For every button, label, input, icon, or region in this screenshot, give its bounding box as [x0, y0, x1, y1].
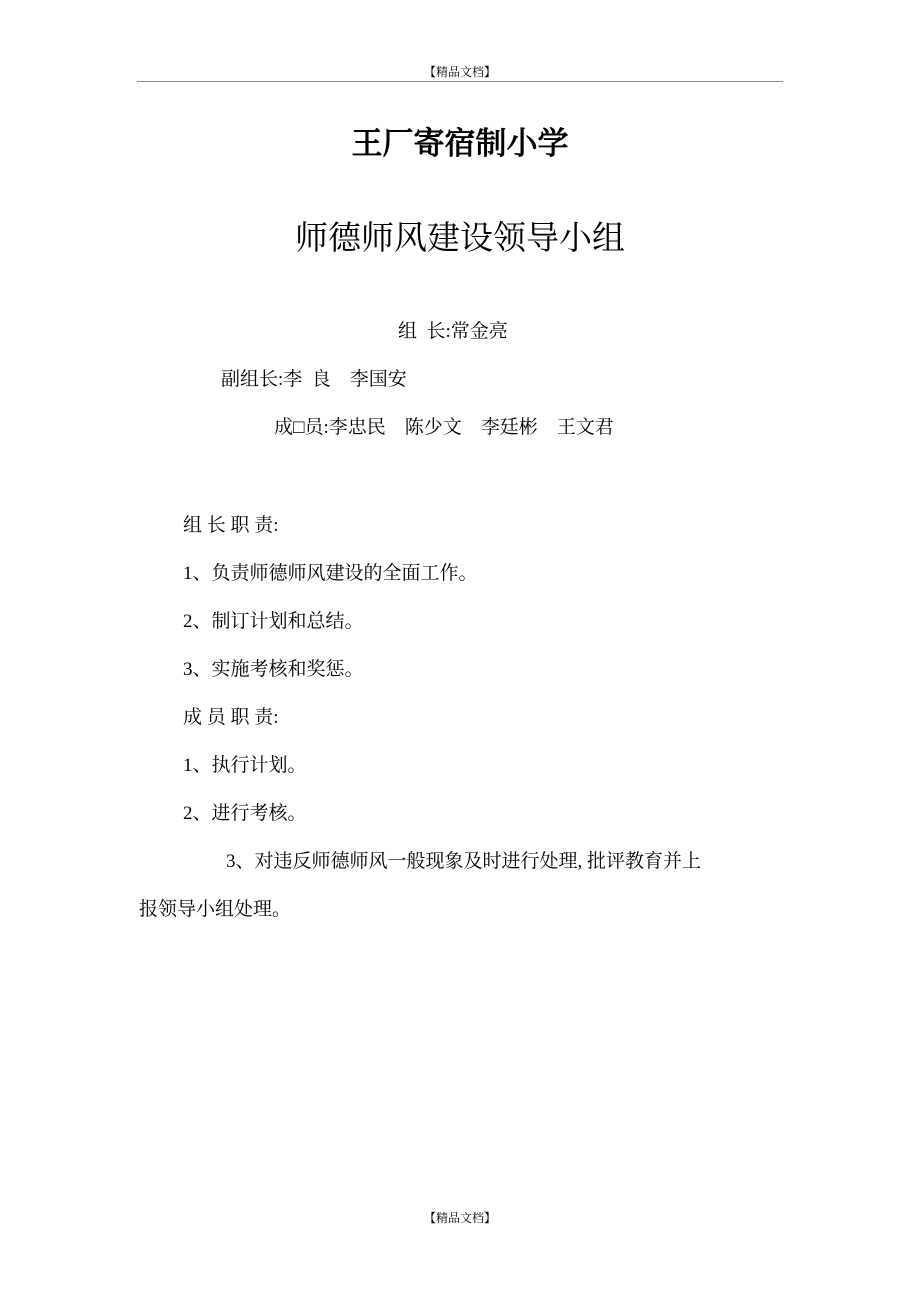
deputy-line: 副组长:李 良 李国安 — [221, 369, 407, 390]
leader-line: 组 长:常金亮 — [398, 321, 508, 342]
page-footer: 【精品文档】 — [423, 1211, 496, 1225]
member-duty-item: 3、对违反师德师风一般现象及时进行处理, 批评教育并上 — [226, 851, 702, 872]
member-duties-heading: 成 员 职 责: — [183, 707, 279, 728]
school-name: 王厂寄宿制小学 — [351, 126, 569, 161]
document-title: 师德师风建设领导小组 — [295, 221, 625, 257]
leader-duty-item: 3、实施考核和奖惩。 — [183, 659, 364, 680]
leader-duties-heading: 组 长 职 责: — [183, 515, 279, 536]
member-duty-item: 1、执行计划。 — [183, 755, 307, 776]
page-header: 【精品文档】 — [423, 65, 496, 79]
staff-line: 成□员:李忠民 陈少文 李廷彬 王文君 — [274, 417, 614, 438]
leader-duty-item: 1、负责师德师风建设的全面工作。 — [183, 563, 478, 584]
member-duty-item: 2、进行考核。 — [183, 803, 307, 824]
leader-duty-item: 2、制订计划和总结。 — [183, 611, 364, 632]
header-divider — [137, 81, 783, 82]
member-duty-item-continuation: 报领导小组处理。 — [139, 899, 292, 920]
